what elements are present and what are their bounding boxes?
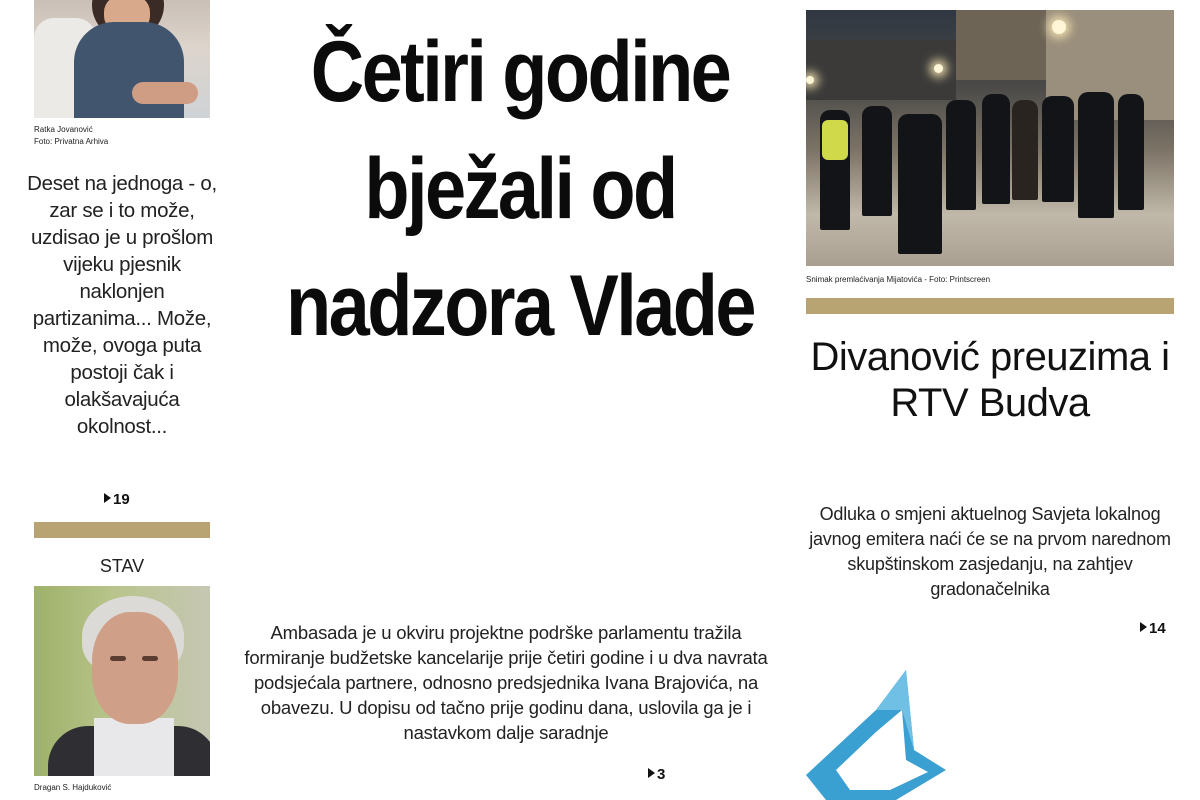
photo-caption-name-2: Dragan S. Hajduković [34,783,112,792]
photo-dragan-hajdukovic [34,586,210,776]
section-divider-bar [34,522,210,538]
right-page-number: 14 [1149,620,1166,637]
triangle-right-icon [1140,622,1147,632]
left-page-reference[interactable] [104,491,130,508]
photo-caption-credit: Foto: Privatna Arhiva [34,137,109,146]
main-lead-text: Ambasada je u okviru projektne podrške parlamentu tražila formiranje budžetske kancelarije prije četiri godine i u dva navrata podsjećala partnere, odnosno predsjednika Ivana Brajovića, na obavezu. U dopisu od tačno prije godinu dana, uslovila ga je i nastavkom dalje saradnje [244,622,768,743]
left-page-number: 19 [113,491,130,508]
triangle-right-icon [648,768,655,778]
center-page-number: 3 [657,766,666,783]
main-headline[interactable]: Četiri godine bježali od nadzora Vlade [286,24,754,354]
photo-ratka-jovanovic [34,0,210,118]
photo-caption-street: Snimak premlaćivanja Mijatovića - Foto: Printscreen [806,275,991,284]
right-page-reference[interactable] [1140,620,1166,637]
section-divider-bar-right [806,298,1174,314]
right-lead-text: Odluka o smjeni aktuelnog Savjeta lokalnog javnog emitera naći će se na prvom narednom skupštinskom zasjedanju, na zahtjev gradonačelnika [809,504,1171,599]
right-headline[interactable]: Divanović preuzima i RTV Budva [810,335,1170,425]
photo-caption-name: Ratka Jovanović [34,125,93,134]
triangle-right-icon [104,493,111,503]
blue-house-logo [806,650,986,800]
left-teaser-text: Deset na jednoga - o, zar se i to može, uzdisao je u prošlom vijeku pjesnik naklonjen partizanima... Može, može, ovoga puta postoji čak i olakšavajuća okolnost... [27,172,217,438]
center-page-reference[interactable] [648,766,665,783]
photo-police-street-scene [806,10,1174,266]
section-label-stav: STAV [99,556,145,576]
